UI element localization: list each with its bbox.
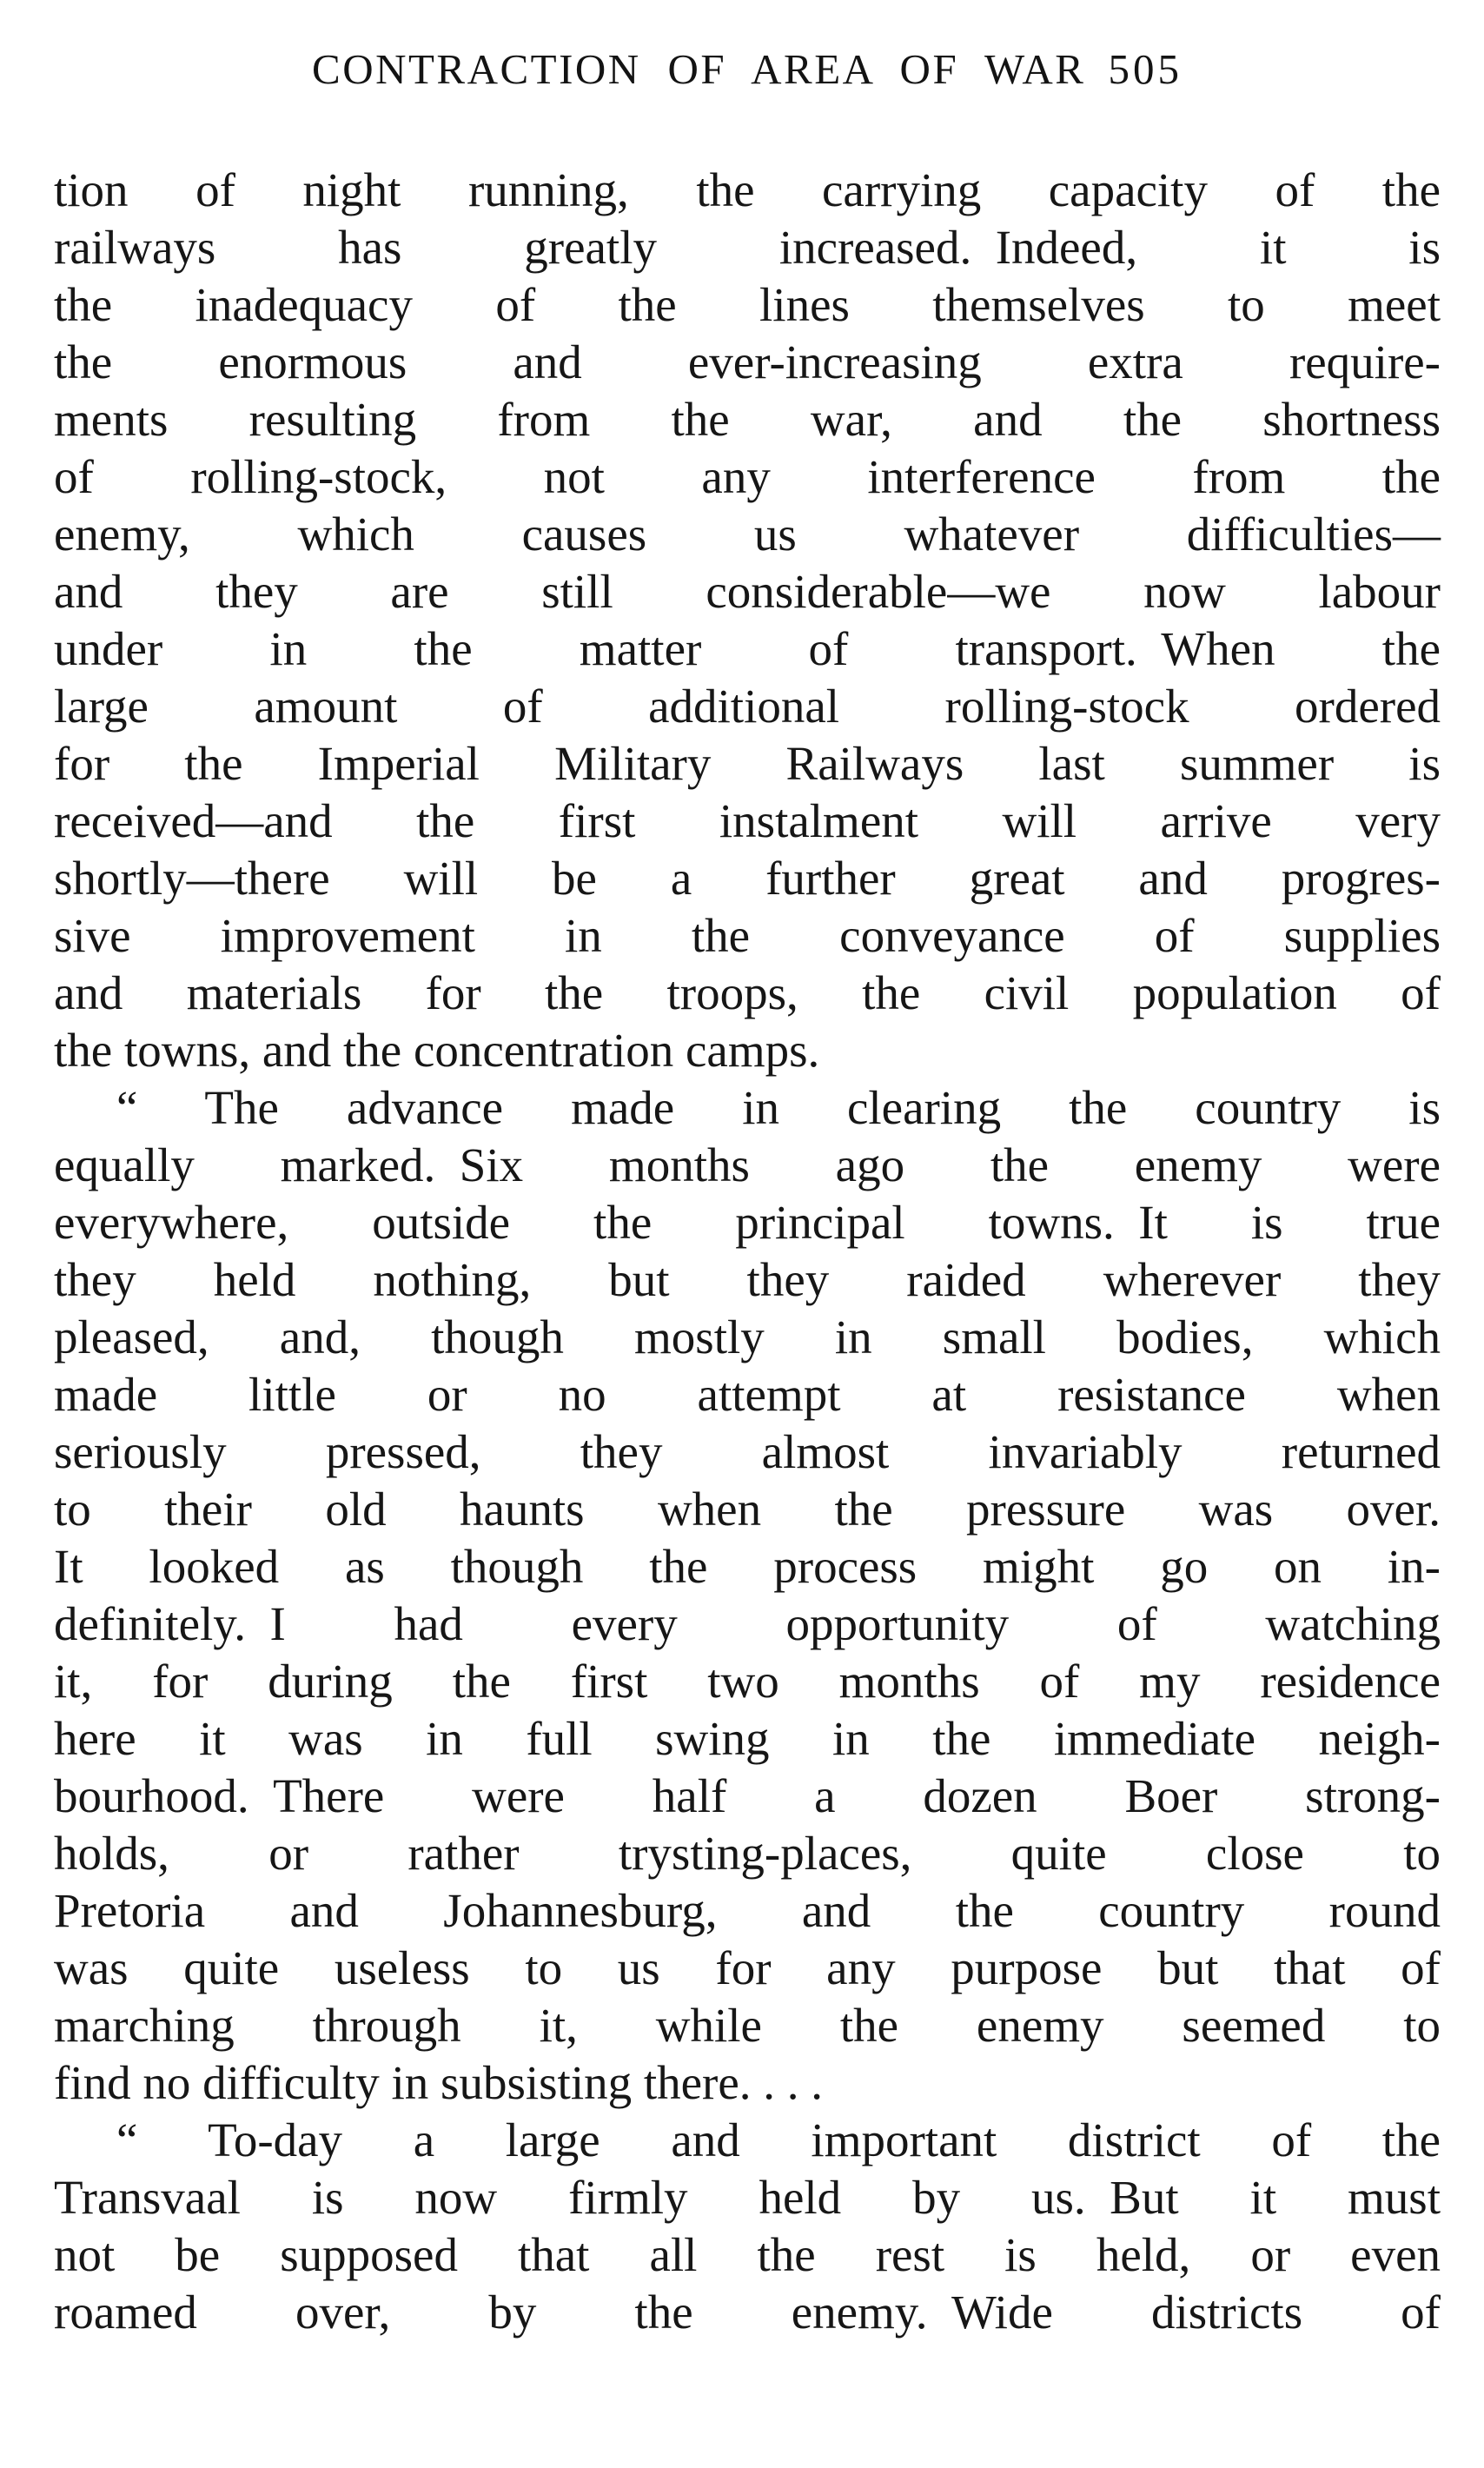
page-header [54,43,1441,96]
text-line: everywhere, outside the principal towns. It is true [54,1196,1441,1249]
text-line: definitely. I had every opportunity of watching [54,1597,1441,1650]
text-line: the inadequacy of the lines themselves to meet [54,278,1441,331]
text-line: holds, or rather trysting-places, quite close to [54,1827,1441,1880]
text-line: “ The advance made in clearing the country is [116,1081,1441,1134]
text-line: of rolling-stock, not any interference from the [54,450,1441,503]
text-line: the towns, and the concentration camps. [54,1024,820,1077]
text-line: and they are still considerable—we now labour [54,565,1441,618]
text-line: enemy, which causes us whatever difficulties— [54,508,1441,561]
text-line: Transvaal is now firmly held by us. But it must [54,2171,1441,2224]
text-line: and materials for the troops, the civil population of [54,966,1441,1019]
text-line: bourhood. There were half a dozen Boer strong- [54,1769,1441,1822]
text-line: railways has greatly increased. Indeed, it is [54,221,1441,274]
text-line: roamed over, by the enemy. Wide districts of [54,2286,1441,2339]
text-line: was quite useless to us for any purpose but that of [54,1941,1441,1994]
text-line: ments resulting from the war, and the shortness [54,393,1441,446]
text-line: It looked as though the process might go on in- [54,1540,1441,1593]
text-body [54,162,1441,2341]
text-line: pleased, and, though mostly in small bodies, which [54,1310,1441,1363]
text-line: Pretoria and Johannesburg, and the country round [54,1884,1441,1937]
text-line: made little or no attempt at resistance when [54,1368,1441,1421]
text-line: sive improvement in the conveyance of supplies [54,909,1441,962]
text-line: here it was in full swing in the immediate neigh- [54,1712,1441,1765]
text-line: “ To-day a large and important district of the [116,2113,1441,2166]
text-line: find no difficulty in subsisting there. . . . [54,2056,824,2109]
text-line: not be supposed that all the rest is held, or even [54,2228,1441,2281]
text-line: seriously pressed, they almost invariably returned [54,1425,1441,1478]
text-line: the enormous and ever-increasing extra require- [54,335,1441,388]
text-line: tion of night running, the carrying capacity of the [54,163,1441,216]
text-line: large amount of additional rolling-stock ordered [54,680,1441,733]
text-line: received—and the first instalment will arrive very [54,794,1441,847]
running-head-title: CONTRACTION OF AREA OF WAR [312,45,1086,93]
text-line: they held nothing, but they raided wherever they [54,1253,1441,1306]
text-line: under in the matter of transport. When the [54,622,1441,675]
text-line: marching through it, while the enemy seemed to [54,1999,1441,2052]
page-number: 505 [1108,45,1183,93]
text-line: for the Imperial Military Railways last summer is [54,737,1441,790]
text-line: shortly—there will be a further great and progres- [54,852,1441,905]
text-line: it, for during the first two months of my residence [54,1655,1441,1708]
text-line: equally marked. Six months ago the enemy were [54,1138,1441,1191]
text-line: to their old haunts when the pressure was over. [54,1483,1441,1536]
